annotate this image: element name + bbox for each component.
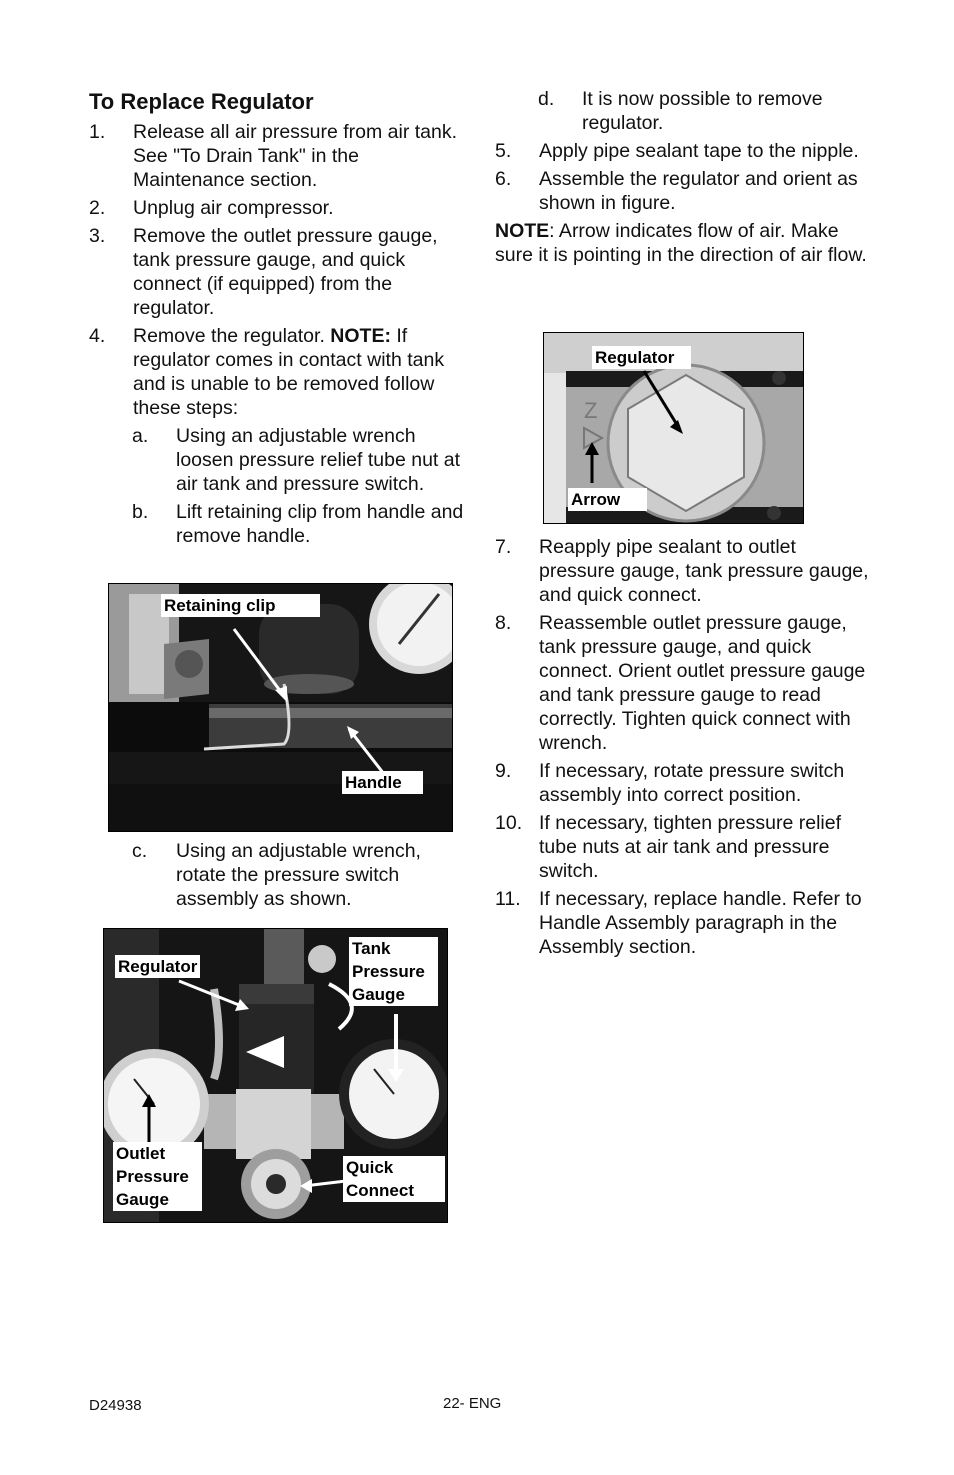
figure-regulator-assembly [103, 928, 448, 1223]
right-column [495, 87, 870, 271]
step-4b: b. Lift retaining clip from handle and remove handle. [132, 501, 464, 547]
step-10: 10. If necessary, tighten pressure relief tube nuts at air tank and pressure switch. [495, 812, 842, 882]
label-regulator-arrow-fig: Regulator [592, 346, 691, 369]
step-6: 6. Assemble the regulator and orient as shown in figure. [495, 168, 858, 214]
note-label: NOTE: [330, 325, 391, 347]
left-column [89, 88, 464, 552]
step-9: 9. If necessary, rotate pressure switch assembly into correct position. [495, 760, 845, 806]
left-column-lower [89, 839, 464, 915]
step-4: 4. Remove the regulator. NOTE: If regulator comes in contact with tank and is unable to be removed follow these steps: [89, 325, 445, 419]
step-3: 3. Remove the outlet pressure gauge, tank pressure gauge, and quick connect (if equipped) from the regulator. [89, 225, 438, 319]
label-retaining-clip: Retaining clip [161, 594, 320, 617]
step-8: 8. Reassemble outlet pressure gauge, tank pressure gauge, and quick connect. Orient outlet pressure gauge and tank pressure gauge to read correctly. Tighten quick connect with wrench. [495, 612, 866, 754]
step-1: 1. Release all air pressure from air tank. See "To Drain Tank" in the Maintenance section. [89, 121, 458, 191]
svg-text:Z: Z [584, 398, 598, 423]
step-11: 11. If necessary, replace handle. Refer to Handle Assembly paragraph in the Assembly section. [495, 888, 862, 958]
step-4a: a. Using an adjustable wrench loosen pressure relief tube nut at air tank and pressure switch. [132, 425, 461, 495]
label-quick-connect: Quick Connect [343, 1156, 445, 1202]
doc-number: D24938 [89, 1397, 142, 1414]
section-heading: To Replace Regulator [89, 89, 314, 114]
figure-retaining-clip [108, 583, 453, 832]
step-4c: c. Using an adjustable wrench, rotate the pressure switch assembly as shown. [132, 840, 421, 910]
flow-note: NOTE: Arrow indicates flow of air. Make sure it is pointing in the direction of air flow. [495, 220, 867, 266]
page-number: 22- ENG [443, 1395, 502, 1412]
label-handle: Handle [342, 771, 423, 794]
step-2: 2. Unplug air compressor. [89, 197, 334, 219]
flow-note-label: NOTE [495, 220, 550, 242]
step-7: 7. Reapply pipe sealant to outlet pressure gauge, tank pressure gauge, and quick connect. [495, 536, 869, 606]
label-arrow: Arrow [568, 488, 647, 511]
label-tank-pressure-gauge: Tank Pressure Gauge [349, 937, 438, 1006]
figure-regulator-arrow [543, 332, 804, 524]
right-column-lower [495, 535, 870, 963]
label-regulator: Regulator [115, 955, 200, 978]
label-outlet-pressure-gauge: Outlet Pressure Gauge [113, 1142, 202, 1211]
step-5: 5. Apply pipe sealant tape to the nipple. [495, 140, 859, 162]
step-4d: d. It is now possible to remove regulator. [538, 88, 823, 134]
